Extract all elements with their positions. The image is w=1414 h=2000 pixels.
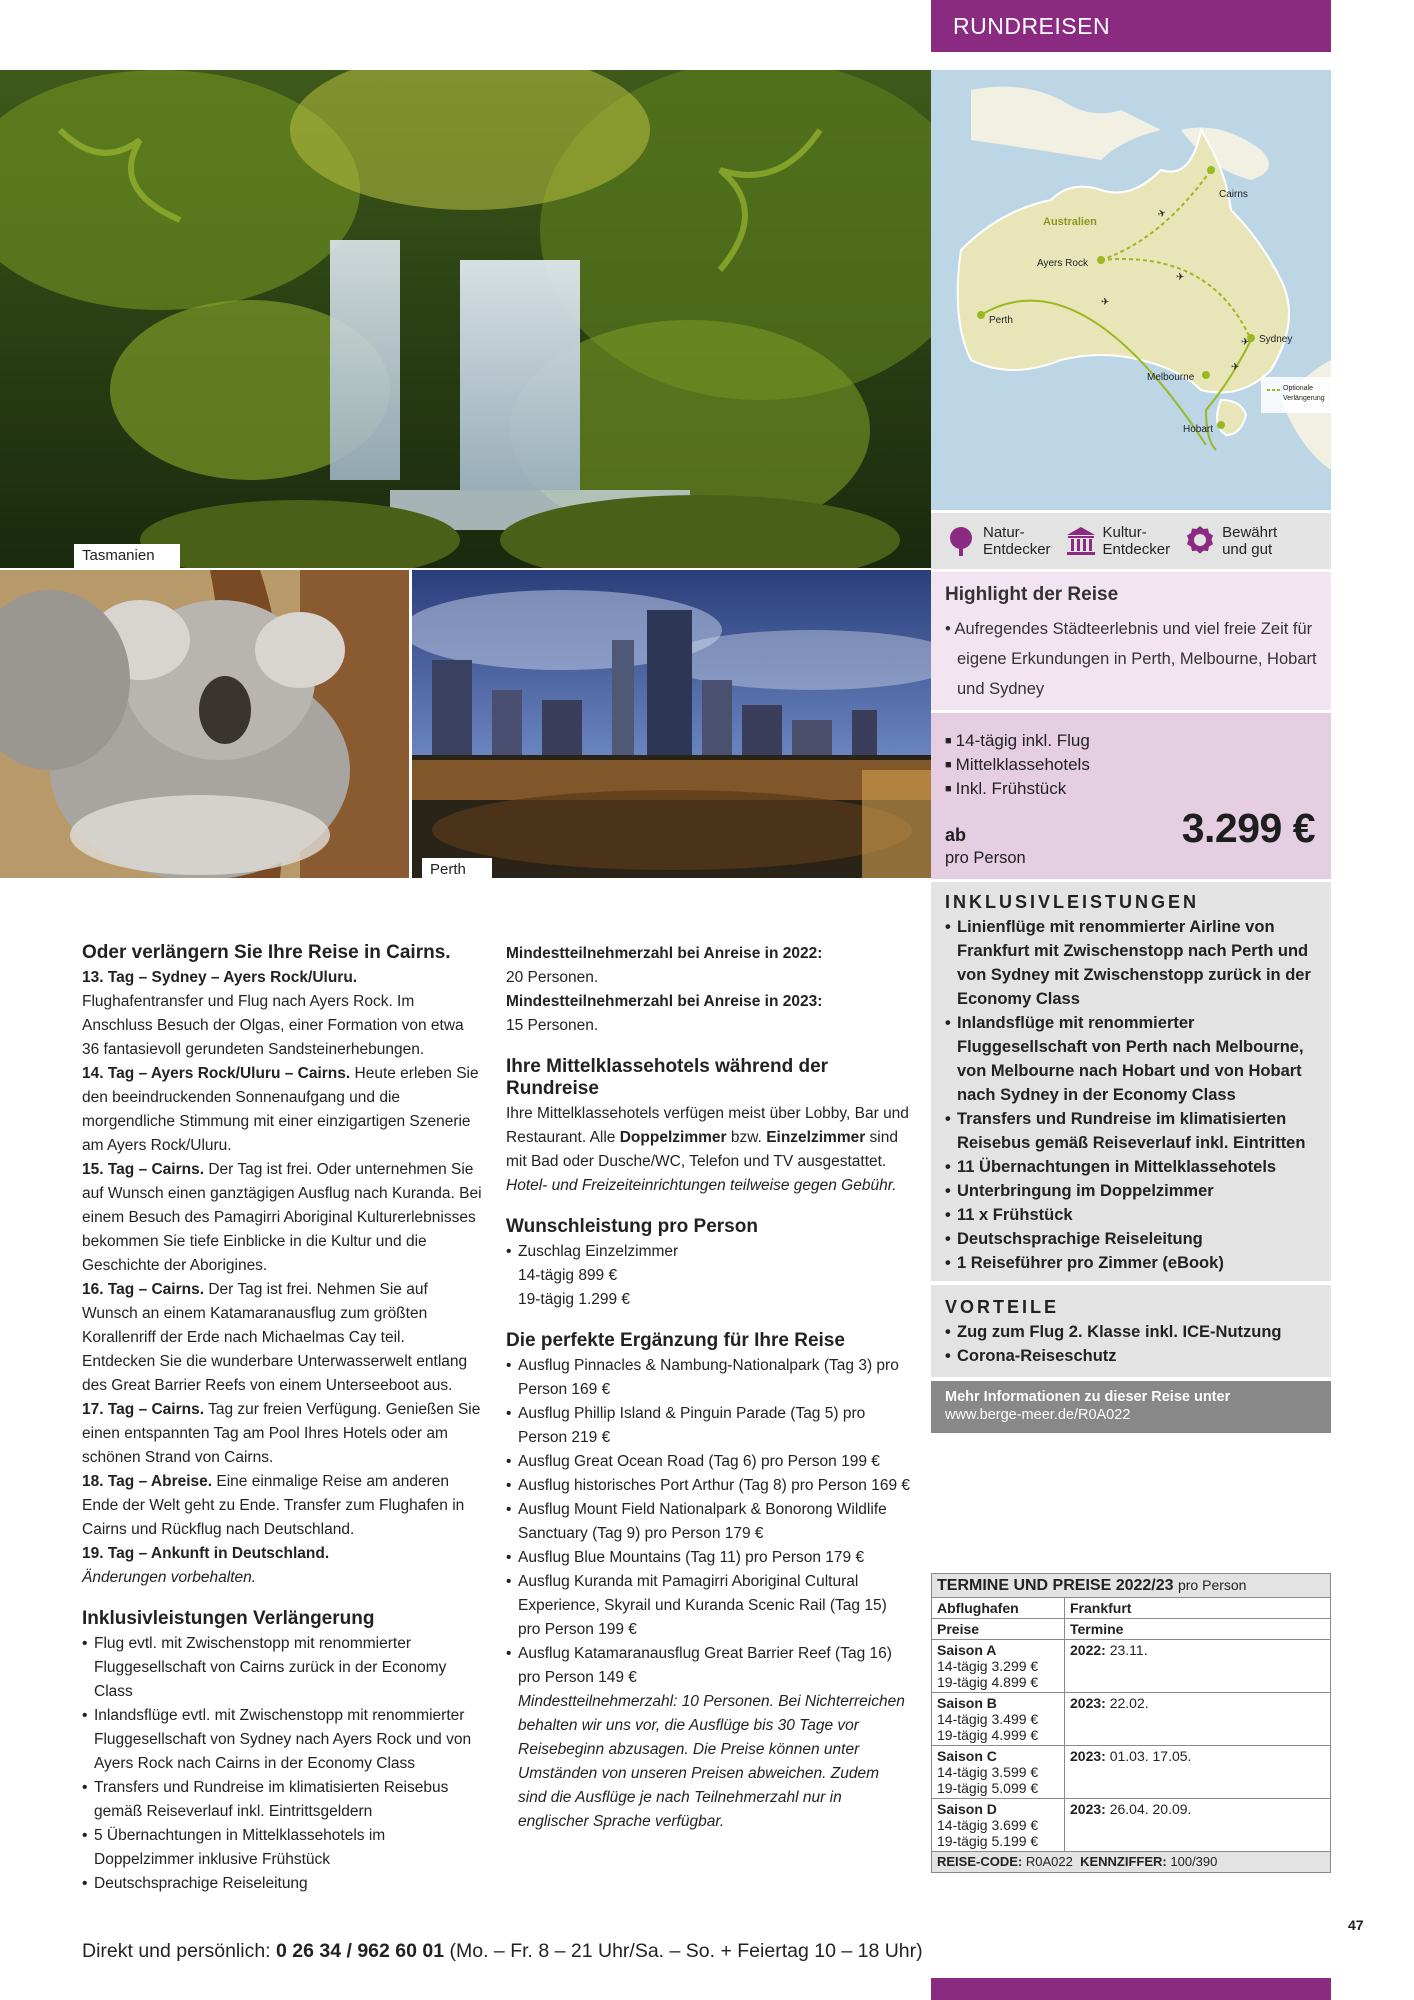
hotels-text-part: bzw. xyxy=(726,1129,767,1146)
category-natur xyxy=(945,524,1051,558)
category-icons xyxy=(931,513,1331,569)
category-kultur xyxy=(1065,524,1171,558)
day-item xyxy=(82,1542,482,1566)
excursion-item: • Ausflug historisches Port Arthur (Tag 8) pro Person 169 € xyxy=(506,1474,911,1498)
hotels-title: Ihre Mittelklassehotels während der Rundreise xyxy=(506,1056,829,1099)
day-heading: 16. Tag – Cairns. xyxy=(82,1281,205,1298)
inclusive-item: • Deutschsprachige Reiseleitung xyxy=(945,1227,1317,1251)
wunsch-title: Wunschleistung pro Person xyxy=(506,1216,758,1237)
excursion-item: • Ausflug Pinnacles & Nambung-Nationalpark (Tag 3) pro Person 169 € xyxy=(506,1354,911,1402)
svg-text:✈: ✈ xyxy=(1176,272,1185,283)
saison-dates: 22.02. xyxy=(1109,1695,1149,1711)
contact-footer xyxy=(82,1940,923,1963)
map-city-ayers-rock: Ayers Rock xyxy=(1037,258,1088,269)
perth-caption: Perth xyxy=(422,858,492,882)
day-text: Flughafentransfer und Flug nach Ayers Rock. Im Anschluss Besuch der Olgas, einer Formation von etwa 36 fantasievoll gerundeten Sandsteinerhebungen. xyxy=(82,993,464,1058)
day-heading: 13. Tag – Sydney – Ayers Rock/Uluru. xyxy=(82,969,358,986)
inclusive-item: • Unterbringung im Doppelzimmer xyxy=(945,1179,1317,1203)
hotels-text xyxy=(506,1102,911,1174)
more-info-box xyxy=(931,1381,1331,1433)
day-item xyxy=(82,966,482,1062)
more-info-link[interactable]: www.berge-meer.de/R0A022 xyxy=(945,1407,1131,1423)
price-box xyxy=(931,713,1331,879)
day-text: Der Tag ist frei. Oder unternehmen Sie auf Wunsch einen ganztägigen Ausflug nach Kuranda. Bei einem Besuch des Pamagirri Aboriginal Kulturerlebnisses bekommen Sie tiefe Einblicke in die Kultur und die Geschichte der Aborigines. xyxy=(82,1161,482,1274)
table-head-airport: Abflughafen xyxy=(932,1598,1065,1619)
koala-photo xyxy=(0,570,409,878)
inclusive-item: • Transfers und Rundreise im klimatisierten Reisebus gemäß Reiseverlauf inkl. Eintritten xyxy=(945,1107,1317,1155)
saison-dates: 26.04. 20.09. xyxy=(1109,1801,1192,1817)
day-item xyxy=(82,1278,482,1398)
table-footer xyxy=(932,1852,1331,1873)
day-text: Heute erleben Sie den beeindruckenden Sonnenaufgang und die morgendliche Stimmung mit einer einzigartigen Szenerie am Ayers Rock/Uluru. xyxy=(82,1065,479,1154)
table-row xyxy=(932,1746,1331,1799)
bewaehrt-line2: und gut xyxy=(1222,541,1273,558)
kultur-line1: Kultur- xyxy=(1102,524,1147,541)
extension-inclusive-item: • 5 Übernachtungen in Mittelklassehotels im Doppelzimmer inklusive Frühstück xyxy=(82,1824,482,1872)
ergaenzung-title: Die perfekte Ergänzung für Ihre Reise xyxy=(506,1330,845,1351)
natur-line1: Natur- xyxy=(983,524,1025,541)
extension-title: Oder verlängern Sie Ihre Reise in Cairns. xyxy=(82,942,451,963)
extension-inclusive-item: • Deutschsprachige Reiseleitung xyxy=(82,1872,482,1896)
highlight-text: • Aufregendes Städteerlebnis und viel freie Zeit für eigene Erkundungen in Perth, Melbourne, Hobart und Sydney xyxy=(945,620,1317,698)
saison-price-19: 19-tägig 4.899 € xyxy=(937,1674,1039,1690)
saison-label: Saison A xyxy=(937,1642,997,1658)
details-column xyxy=(506,942,911,1834)
price-value: 3.299 € xyxy=(1181,805,1315,851)
inclusive-services-box xyxy=(931,882,1331,1281)
table-sub-dates: Termine xyxy=(1065,1619,1331,1640)
inclusive-item: • 1 Reiseführer pro Zimmer (eBook) xyxy=(945,1251,1317,1275)
hotels-text-part: Ihre Mittelklassehotels verfügen meist über Lobby, Bar und Restaurant. Alle xyxy=(506,1105,909,1146)
price-feature: ■ Inkl. Frühstück xyxy=(945,777,1317,801)
day-item xyxy=(82,1470,482,1542)
min-participants-2023: 15 Personen. xyxy=(506,1017,599,1034)
saison-price-19: 19-tägig 5.099 € xyxy=(937,1780,1039,1796)
saison-price-19: 19-tägig 4.999 € xyxy=(937,1727,1039,1743)
benefit-item: • Zug zum Flug 2. Klasse inkl. ICE-Nutzung xyxy=(945,1320,1317,1344)
table-row xyxy=(932,1693,1331,1746)
price-feature: ■ 14-tägig inkl. Flug xyxy=(945,729,1317,753)
extension-inclusive-item: • Transfers und Rundreise im klimatisierten Reisebus gemäß Reiseverlauf inkl. Eintrittsgeldern xyxy=(82,1776,482,1824)
map-city-hobart: Hobart xyxy=(1183,424,1214,435)
saison-price-14: 14-tägig 3.499 € xyxy=(937,1711,1039,1727)
svg-text:✈: ✈ xyxy=(1241,337,1250,348)
day-heading: 17. Tag – Cairns. xyxy=(82,1401,205,1418)
price-features xyxy=(945,729,1317,801)
benefits-box xyxy=(931,1285,1331,1377)
table-title: TERMINE UND PREISE 2022/23 xyxy=(937,1577,1174,1594)
map-country-label: Australien xyxy=(1043,216,1097,228)
hotels-text-bold: Einzelzimmer xyxy=(766,1129,866,1146)
map-legend-line1: Optionale xyxy=(1283,385,1313,392)
bottom-band xyxy=(931,1978,1331,2000)
contact-prefix: Direkt und persönlich: xyxy=(82,1940,277,1962)
table-row xyxy=(932,1799,1331,1852)
section-header xyxy=(931,0,1331,52)
saison-year: 2023: xyxy=(1070,1748,1106,1764)
inclusive-item: • 11 x Frühstück xyxy=(945,1203,1317,1227)
day-text: Eine einmalige Reise am anderen Ende der Welt geht zu Ende. Transfer zum Flughafen in Cairns und Rückflug nach Deutschland. xyxy=(82,1473,465,1538)
route-map xyxy=(931,70,1331,510)
kultur-line2: Entdecker xyxy=(1102,541,1171,558)
map-city-perth: Perth xyxy=(989,315,1013,326)
changes-note: Änderungen vorbehalten. xyxy=(82,1569,257,1586)
highlight-title: Highlight der Reise xyxy=(945,584,1119,605)
section-title: RUNDREISEN xyxy=(953,13,1111,39)
saison-label: Saison D xyxy=(937,1801,997,1817)
day-item xyxy=(82,1062,482,1158)
svg-text:✈: ✈ xyxy=(1156,207,1168,221)
saison-year: 2022: xyxy=(1070,1642,1106,1658)
day-item xyxy=(82,1158,482,1278)
perth-skyline-photo xyxy=(412,570,931,878)
inclusive-item: • Linienflüge mit renommierter Airline von Frankfurt mit Zwischenstopp nach Perth und von Sydney mit Zwischenstopp zurück in der Economy Class xyxy=(945,915,1317,1011)
tasmania-waterfall-photo xyxy=(0,70,931,568)
highlight-box xyxy=(931,572,1331,710)
benefits-title: VORTEILE xyxy=(945,1297,1060,1317)
hotels-note: Hotel- und Freizeiteinrichtungen teilweise gegen Gebühr. xyxy=(506,1177,897,1194)
day-heading: 18. Tag – Abreise. xyxy=(82,1473,213,1490)
excursion-item: • Ausflug Katamaranausflug Great Barrier Reef (Tag 16) pro Person 149 € xyxy=(506,1642,911,1690)
table-head-frankfurt: Frankfurt xyxy=(1065,1598,1331,1619)
tree-icon xyxy=(945,525,977,557)
inclusive-title: INKLUSIVLEISTUNGEN xyxy=(945,892,1200,912)
inclusive-item: • Inlandsflüge mit renommierter Fluggesellschaft von Perth nach Melbourne, von Melbourne nach Hobart und von Hobart nach Sydney in der Economy Class xyxy=(945,1011,1317,1107)
excursion-item: • Ausflug Kuranda mit Pamagirri Aboriginal Cultural Experience, Skyrail und Kuranda Scenic Rail (Tag 15) pro Person 199 € xyxy=(506,1570,911,1642)
day-text: Der Tag ist frei. Nehmen Sie auf Wunsch an einem Katamaranausflug zum größten Korallenriff der Erde nach Michaelmas Cay teil. Entdecken Sie die wunderbare Unterwasserwelt entlang des Great Barrier Reefs von einem Unterseeboot aus. xyxy=(82,1281,468,1394)
price-from: ab xyxy=(945,825,967,845)
saison-price-19: 19-tägig 5.199 € xyxy=(937,1833,1039,1849)
saison-dates: 01.03. 17.05. xyxy=(1109,1748,1192,1764)
wunsch-price-14: 14-tägig 899 € xyxy=(518,1267,618,1284)
excursion-item: • Ausflug Blue Mountains (Tag 11) pro Person 179 € xyxy=(506,1546,911,1570)
map-city-melbourne: Melbourne xyxy=(1147,372,1195,383)
excursion-note: Mindestteilnehmerzahl: 10 Personen. Bei Nichterreichen behalten wir uns vor, die Ausflüge bis 30 Tage vor Reisebeginn abzusagen. Die Preise können unter Umständen von unseren Preisen abweichen. Zudem sind die Ausflüge je nach Teilnehmerzahl nur in englischer Sprache verfügbar. xyxy=(518,1693,905,1830)
day-text: Tag zur freien Verfügung. Genießen Sie einen entspannten Tag am Pool Ihres Hotels oder am schönen Strand von Cairns. xyxy=(82,1401,481,1466)
tasmania-caption: Tasmanien xyxy=(74,544,180,568)
bewaehrt-line1: Bewährt xyxy=(1222,524,1278,541)
benefit-item: • Corona-Reiseschutz xyxy=(945,1344,1317,1368)
svg-text:✈: ✈ xyxy=(1101,297,1110,308)
excursion-item: • Ausflug Great Ocean Road (Tag 6) pro Person 199 € xyxy=(506,1450,911,1474)
excursion-item: • Ausflug Mount Field Nationalpark & Bonorong Wildlife Sanctuary (Tag 9) pro Person 179 € xyxy=(506,1498,911,1546)
reise-code-label: REISE-CODE: xyxy=(937,1854,1023,1869)
day-heading: 14. Tag – Ayers Rock/Uluru – Cairns. xyxy=(82,1065,351,1082)
museum-icon xyxy=(1065,525,1097,557)
map-city-sydney: Sydney xyxy=(1259,334,1293,345)
map-city-cairns: Cairns xyxy=(1219,189,1248,200)
table-title-suffix: pro Person xyxy=(1177,1577,1247,1593)
wunsch-price-19: 19-tägig 1.299 € xyxy=(518,1291,631,1308)
extension-inclusive-title: Inklusivleistungen Verlängerung xyxy=(82,1608,375,1629)
extension-column xyxy=(82,942,482,1896)
more-info-text: Mehr Informationen zu dieser Reise unter xyxy=(945,1389,1231,1405)
hotels-text-bold: Doppelzimmer xyxy=(619,1129,727,1146)
table-row xyxy=(932,1640,1331,1693)
kennziffer: 100/390 xyxy=(1170,1854,1218,1869)
reise-code: R0A022 xyxy=(1025,1854,1073,1869)
svg-text:✈: ✈ xyxy=(1231,362,1240,373)
contact-hours: (Mo. – Fr. 8 – 21 Uhr/Sa. – So. + Feiertag 10 – 18 Uhr) xyxy=(444,1940,923,1962)
saison-price-14: 14-tägig 3.599 € xyxy=(937,1764,1039,1780)
natur-line2: Entdecker xyxy=(983,541,1051,558)
saison-dates: 23.11. xyxy=(1109,1642,1148,1658)
excursion-item: • Ausflug Phillip Island & Pinguin Parade (Tag 5) pro Person 219 € xyxy=(506,1402,911,1450)
wunsch-item: • Zuschlag Einzelzimmer xyxy=(506,1240,911,1264)
day-heading: 15. Tag – Cairns. xyxy=(82,1161,205,1178)
page-number: 47 xyxy=(1348,1917,1364,1933)
min-participants-2022-label: Mindestteilnehmerzahl bei Anreise in 2022: xyxy=(506,945,823,962)
saison-price-14: 14-tägig 3.699 € xyxy=(937,1817,1039,1833)
day-heading: 19. Tag – Ankunft in Deutschland. xyxy=(82,1545,330,1562)
hotels-text-part: sind mit Bad oder Dusche/WC, Telefon und TV ausgestattet. xyxy=(506,1129,898,1170)
saison-year: 2023: xyxy=(1070,1695,1106,1711)
saison-label: Saison B xyxy=(937,1695,997,1711)
min-participants-2023-label: Mindestteilnehmerzahl bei Anreise in 2023: xyxy=(506,993,823,1010)
price-per-person: pro Person xyxy=(945,849,1026,867)
inclusive-item: • 11 Übernachtungen in Mittelklassehotels xyxy=(945,1155,1317,1179)
saison-label: Saison C xyxy=(937,1748,997,1764)
map-legend-line2: Verlängerung xyxy=(1283,395,1325,402)
dates-prices-table xyxy=(931,1573,1331,1873)
table-sub-prices: Preise xyxy=(932,1619,1065,1640)
category-bewaehrt xyxy=(1184,524,1277,558)
extension-inclusive-item: • Flug evtl. mit Zwischenstopp mit renommierter Fluggesellschaft von Cairns zurück in der Economy Class xyxy=(82,1632,482,1704)
extension-inclusive-item: • Inlandsflüge evtl. mit Zwischenstopp mit renommierter Fluggesellschaft von Sydney nach Ayers Rock und von Ayers Rock nach Cairns in der Economy Class xyxy=(82,1704,482,1776)
table-title-cell xyxy=(932,1574,1331,1598)
contact-phone[interactable]: 0 26 34 / 962 60 01 xyxy=(276,1940,445,1962)
saison-price-14: 14-tägig 3.299 € xyxy=(937,1658,1039,1674)
day-item xyxy=(82,1398,482,1470)
price-feature: ■ Mittelklassehotels xyxy=(945,753,1317,777)
kennziffer-label: KENNZIFFER: xyxy=(1080,1854,1167,1869)
min-participants-2022: 20 Personen. xyxy=(506,969,599,986)
award-badge-icon xyxy=(1184,525,1216,557)
saison-year: 2023: xyxy=(1070,1801,1106,1817)
